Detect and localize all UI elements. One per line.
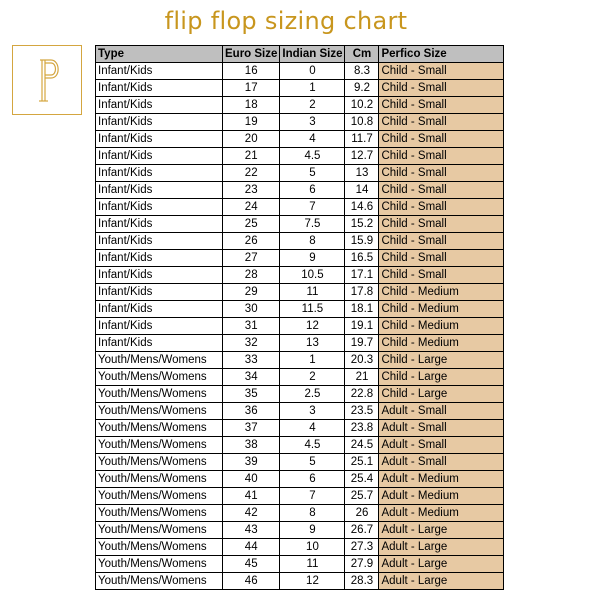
- cell-cm: 25.7: [345, 488, 379, 505]
- cell-cm: 8.3: [345, 63, 379, 80]
- cell-indian-size: 1: [280, 352, 345, 369]
- cell-indian-size: 12: [280, 318, 345, 335]
- table-row: [96, 199, 504, 216]
- cell-cm: 10.8: [345, 114, 379, 131]
- cell-perfico-size: Adult - Medium: [379, 488, 504, 505]
- cell-euro-size: 33: [223, 352, 280, 369]
- cell-perfico-size: Adult - Small: [379, 454, 504, 471]
- cell-perfico-size: Adult - Large: [379, 556, 504, 573]
- cell-type: Youth/Mens/Womens: [96, 437, 223, 454]
- cell-indian-size: 11: [280, 556, 345, 573]
- cell-cm: 15.2: [345, 216, 379, 233]
- cell-euro-size: 19: [223, 114, 280, 131]
- cell-euro-size: 36: [223, 403, 280, 420]
- cell-type: Infant/Kids: [96, 301, 223, 318]
- cell-indian-size: 3: [280, 114, 345, 131]
- cell-type: Infant/Kids: [96, 267, 223, 284]
- cell-perfico-size: Adult - Small: [379, 420, 504, 437]
- cell-euro-size: 29: [223, 284, 280, 301]
- table-header-row: [96, 46, 504, 63]
- table-row: [96, 148, 504, 165]
- cell-indian-size: 7: [280, 199, 345, 216]
- cell-cm: 25.1: [345, 454, 379, 471]
- cell-perfico-size: Child - Small: [379, 182, 504, 199]
- table-row: [96, 233, 504, 250]
- cell-type: Infant/Kids: [96, 131, 223, 148]
- table-row: [96, 420, 504, 437]
- cell-cm: 14: [345, 182, 379, 199]
- cell-type: Infant/Kids: [96, 233, 223, 250]
- cell-indian-size: 6: [280, 182, 345, 199]
- table-row: [96, 182, 504, 199]
- cell-cm: 9.2: [345, 80, 379, 97]
- cell-indian-size: 10: [280, 539, 345, 556]
- cell-euro-size: 20: [223, 131, 280, 148]
- cell-type: Youth/Mens/Womens: [96, 420, 223, 437]
- table-row: [96, 335, 504, 352]
- table-row: [96, 369, 504, 386]
- cell-indian-size: 9: [280, 250, 345, 267]
- cell-perfico-size: Child - Small: [379, 114, 504, 131]
- table-row: [96, 403, 504, 420]
- cell-perfico-size: Child - Large: [379, 369, 504, 386]
- table-row: [96, 250, 504, 267]
- cell-cm: 15.9: [345, 233, 379, 250]
- cell-cm: 25.4: [345, 471, 379, 488]
- cell-perfico-size: Child - Large: [379, 386, 504, 403]
- cell-euro-size: 44: [223, 539, 280, 556]
- cell-indian-size: 0: [280, 63, 345, 80]
- cell-indian-size: 2.5: [280, 386, 345, 403]
- cell-indian-size: 4: [280, 131, 345, 148]
- cell-euro-size: 38: [223, 437, 280, 454]
- cell-indian-size: 5: [280, 454, 345, 471]
- table-row: [96, 522, 504, 539]
- cell-perfico-size: Adult - Medium: [379, 505, 504, 522]
- cell-indian-size: 12: [280, 573, 345, 590]
- cell-euro-size: 41: [223, 488, 280, 505]
- cell-euro-size: 28: [223, 267, 280, 284]
- cell-perfico-size: Child - Medium: [379, 284, 504, 301]
- cell-euro-size: 37: [223, 420, 280, 437]
- cell-euro-size: 25: [223, 216, 280, 233]
- cell-cm: 18.1: [345, 301, 379, 318]
- cell-euro-size: 18: [223, 97, 280, 114]
- table-row: [96, 437, 504, 454]
- cell-type: Infant/Kids: [96, 318, 223, 335]
- cell-perfico-size: Child - Medium: [379, 335, 504, 352]
- cell-perfico-size: Child - Small: [379, 148, 504, 165]
- cell-perfico-size: Child - Small: [379, 233, 504, 250]
- table-row: [96, 284, 504, 301]
- cell-cm: 24.5: [345, 437, 379, 454]
- cell-indian-size: 6: [280, 471, 345, 488]
- table-row: [96, 216, 504, 233]
- cell-type: Infant/Kids: [96, 63, 223, 80]
- cell-perfico-size: Adult - Small: [379, 437, 504, 454]
- cell-perfico-size: Child - Small: [379, 131, 504, 148]
- table-row: [96, 556, 504, 573]
- table-row: [96, 454, 504, 471]
- table-row: [96, 80, 504, 97]
- sizing-chart-table: [95, 45, 504, 590]
- cell-type: Youth/Mens/Womens: [96, 471, 223, 488]
- cell-cm: 13: [345, 165, 379, 182]
- cell-type: Youth/Mens/Womens: [96, 505, 223, 522]
- cell-type: Infant/Kids: [96, 284, 223, 301]
- table-row: [96, 352, 504, 369]
- cell-cm: 26.7: [345, 522, 379, 539]
- cell-indian-size: 3: [280, 403, 345, 420]
- cell-perfico-size: Child - Small: [379, 165, 504, 182]
- cell-indian-size: 7: [280, 488, 345, 505]
- cell-indian-size: 1: [280, 80, 345, 97]
- cell-indian-size: 4: [280, 420, 345, 437]
- table-row: [96, 114, 504, 131]
- header-perfico-size: Perfico Size: [379, 46, 504, 63]
- cell-indian-size: 8: [280, 505, 345, 522]
- cell-indian-size: 7.5: [280, 216, 345, 233]
- cell-cm: 28.3: [345, 573, 379, 590]
- table-row: [96, 165, 504, 182]
- cell-perfico-size: Child - Small: [379, 267, 504, 284]
- cell-indian-size: 11.5: [280, 301, 345, 318]
- cell-euro-size: 39: [223, 454, 280, 471]
- cell-type: Youth/Mens/Womens: [96, 454, 223, 471]
- cell-type: Youth/Mens/Womens: [96, 488, 223, 505]
- cell-type: Infant/Kids: [96, 114, 223, 131]
- cell-indian-size: 10.5: [280, 267, 345, 284]
- cell-type: Youth/Mens/Womens: [96, 573, 223, 590]
- cell-euro-size: 27: [223, 250, 280, 267]
- cell-perfico-size: Child - Small: [379, 250, 504, 267]
- header-euro-size: Euro Size: [223, 46, 280, 63]
- cell-perfico-size: Child - Small: [379, 216, 504, 233]
- cell-type: Youth/Mens/Womens: [96, 556, 223, 573]
- table-row: [96, 505, 504, 522]
- cell-euro-size: 34: [223, 369, 280, 386]
- cell-cm: 11.7: [345, 131, 379, 148]
- perfico-logo-icon: [13, 46, 83, 116]
- cell-euro-size: 32: [223, 335, 280, 352]
- header-cm: Cm: [345, 46, 379, 63]
- cell-type: Infant/Kids: [96, 165, 223, 182]
- cell-perfico-size: Child - Small: [379, 97, 504, 114]
- cell-cm: 12.7: [345, 148, 379, 165]
- cell-euro-size: 46: [223, 573, 280, 590]
- cell-cm: 19.7: [345, 335, 379, 352]
- cell-type: Infant/Kids: [96, 335, 223, 352]
- header-indian-size: Indian Size: [280, 46, 345, 63]
- cell-cm: 16.5: [345, 250, 379, 267]
- cell-euro-size: 35: [223, 386, 280, 403]
- cell-euro-size: 40: [223, 471, 280, 488]
- cell-indian-size: 8: [280, 233, 345, 250]
- table-row: [96, 301, 504, 318]
- cell-cm: 17.8: [345, 284, 379, 301]
- cell-euro-size: 42: [223, 505, 280, 522]
- cell-euro-size: 45: [223, 556, 280, 573]
- cell-perfico-size: Adult - Large: [379, 539, 504, 556]
- cell-type: Youth/Mens/Womens: [96, 522, 223, 539]
- cell-euro-size: 17: [223, 80, 280, 97]
- cell-cm: 23.5: [345, 403, 379, 420]
- page-title: flip flop sizing chart: [164, 7, 408, 35]
- table-row: [96, 318, 504, 335]
- cell-cm: 21: [345, 369, 379, 386]
- cell-perfico-size: Child - Small: [379, 80, 504, 97]
- table-row: [96, 386, 504, 403]
- cell-cm: 14.6: [345, 199, 379, 216]
- cell-type: Infant/Kids: [96, 250, 223, 267]
- table-row: [96, 539, 504, 556]
- cell-type: Infant/Kids: [96, 148, 223, 165]
- cell-type: Youth/Mens/Womens: [96, 403, 223, 420]
- cell-indian-size: 13: [280, 335, 345, 352]
- table-row: [96, 131, 504, 148]
- cell-euro-size: 43: [223, 522, 280, 539]
- cell-type: Infant/Kids: [96, 97, 223, 114]
- table-row: [96, 573, 504, 590]
- cell-euro-size: 23: [223, 182, 280, 199]
- cell-indian-size: 9: [280, 522, 345, 539]
- cell-type: Youth/Mens/Womens: [96, 386, 223, 403]
- cell-indian-size: 4.5: [280, 148, 345, 165]
- cell-indian-size: 11: [280, 284, 345, 301]
- cell-euro-size: 24: [223, 199, 280, 216]
- perfico-logo: [12, 45, 82, 115]
- table-body: [96, 63, 504, 590]
- cell-cm: 19.1: [345, 318, 379, 335]
- table-row: [96, 471, 504, 488]
- cell-indian-size: 4.5: [280, 437, 345, 454]
- cell-type: Infant/Kids: [96, 216, 223, 233]
- table-row: [96, 63, 504, 80]
- cell-euro-size: 22: [223, 165, 280, 182]
- cell-cm: 20.3: [345, 352, 379, 369]
- cell-type: Youth/Mens/Womens: [96, 539, 223, 556]
- cell-perfico-size: Child - Large: [379, 352, 504, 369]
- table-row: [96, 488, 504, 505]
- cell-cm: 27.9: [345, 556, 379, 573]
- cell-type: Infant/Kids: [96, 80, 223, 97]
- cell-cm: 23.8: [345, 420, 379, 437]
- cell-euro-size: 21: [223, 148, 280, 165]
- cell-perfico-size: Adult - Large: [379, 522, 504, 539]
- cell-cm: 17.1: [345, 267, 379, 284]
- cell-cm: 10.2: [345, 97, 379, 114]
- cell-type: Youth/Mens/Womens: [96, 369, 223, 386]
- cell-cm: 26: [345, 505, 379, 522]
- cell-indian-size: 5: [280, 165, 345, 182]
- cell-cm: 27.3: [345, 539, 379, 556]
- header-type: Type: [96, 46, 223, 63]
- cell-type: Infant/Kids: [96, 182, 223, 199]
- cell-perfico-size: Child - Medium: [379, 301, 504, 318]
- cell-type: Infant/Kids: [96, 199, 223, 216]
- cell-perfico-size: Adult - Large: [379, 573, 504, 590]
- cell-euro-size: 16: [223, 63, 280, 80]
- cell-perfico-size: Child - Medium: [379, 318, 504, 335]
- cell-indian-size: 2: [280, 97, 345, 114]
- cell-euro-size: 26: [223, 233, 280, 250]
- cell-indian-size: 2: [280, 369, 345, 386]
- cell-perfico-size: Adult - Medium: [379, 471, 504, 488]
- cell-euro-size: 31: [223, 318, 280, 335]
- cell-perfico-size: Adult - Small: [379, 403, 504, 420]
- table-row: [96, 267, 504, 284]
- cell-euro-size: 30: [223, 301, 280, 318]
- cell-perfico-size: Child - Small: [379, 63, 504, 80]
- cell-cm: 22.8: [345, 386, 379, 403]
- cell-perfico-size: Child - Small: [379, 199, 504, 216]
- cell-type: Youth/Mens/Womens: [96, 352, 223, 369]
- table-row: [96, 97, 504, 114]
